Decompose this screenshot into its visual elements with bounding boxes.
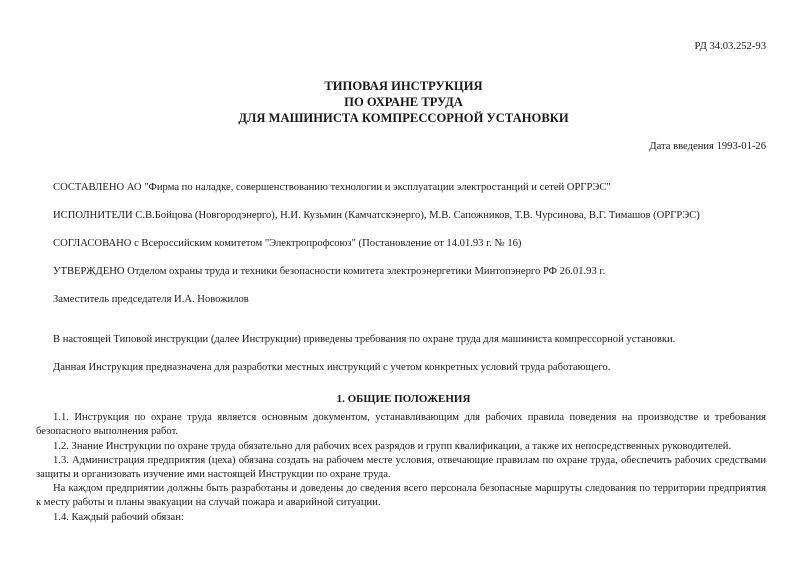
executors: ИСПОЛНИТЕЛИ С.В.Бойцова (Новгородэнерго), Н.И. Кузьмин (Камчатскэнерго), М.В. Сапожников, Т.В. Чурсинова, В.Г. Тимашов (ОРГРЭС) xyxy=(53,210,700,221)
title-line-1: ТИПОВАЯ ИНСТРУКЦИЯ xyxy=(324,79,483,93)
title-line-2: ПО ОХРАНЕ ТРУДА xyxy=(344,95,463,109)
intro-paragraph-1: В настоящей Типовой инструкции (далее Инструкции) приведены требования по охране труда для машиниста компрессорной установки. xyxy=(53,334,676,345)
compiled-by: СОСТАВЛЕНО АО "Фирма по наладке, совершенствованию технологии и эксплуатации электростанций и сетей ОРГРЭС" xyxy=(53,182,611,193)
title-line-3: ДЛЯ МАШИНИСТА КОМПРЕССОРНОЙ УСТАНОВКИ xyxy=(238,111,569,125)
paragraph-1-3: 1.3. Администрация предприятия (цеха) обязана создать на рабочем месте условия, отвечающие правилам по охране труда, обеспечить рабочих средствами защиты и организовать изучение ими настоящей Инструкции по охране труда. xyxy=(36,455,766,480)
deputy-chairman: Заместитель председателя И.А. Новожилов xyxy=(53,294,249,305)
paragraph-1-1: 1.1. Инструкция по охране труда является основным документом, устанавливающим для рабочих правила поведения на производстве и требования безопасного выполнения работ. xyxy=(36,412,766,437)
paragraph-1-2: 1.2. Знание Инструкции по охране труда обязательно для рабочих всех разрядов и групп квалификации, а также их непосредственных руководителей. xyxy=(53,441,732,452)
document-number: РД 34.03.252-93 xyxy=(694,41,766,52)
paragraph-1-4: 1.4. Каждый рабочий обязан: xyxy=(53,512,184,523)
agreed-with: СОГЛАСОВАНО с Всероссийским комитетом "Электропрофсоюз" (Постановление от 14.01.93 г. № 16) xyxy=(53,238,522,249)
date-introduced: Дата введения 1993-01-26 xyxy=(649,141,766,152)
approved-by: УТВЕРЖДЕНО Отделом охраны труда и техники безопасности комитета электроэнергетики Минтопэнерго РФ 26.01.93 г. xyxy=(53,266,606,277)
paragraph-routes: На каждом предприятии должны быть разработаны и доведены до сведения всего персонала безопасные маршруты следования по территории предприятия к месту работы и планы эвакуации на случай пожара и аварийной ситуации. xyxy=(36,483,766,508)
intro-paragraph-2: Данная Инструкция предназначена для разработки местных инструкций с учетом конкретных условий труда работающего. xyxy=(53,362,611,373)
section-heading: 1. ОБЩИЕ ПОЛОЖЕНИЯ xyxy=(336,393,471,405)
